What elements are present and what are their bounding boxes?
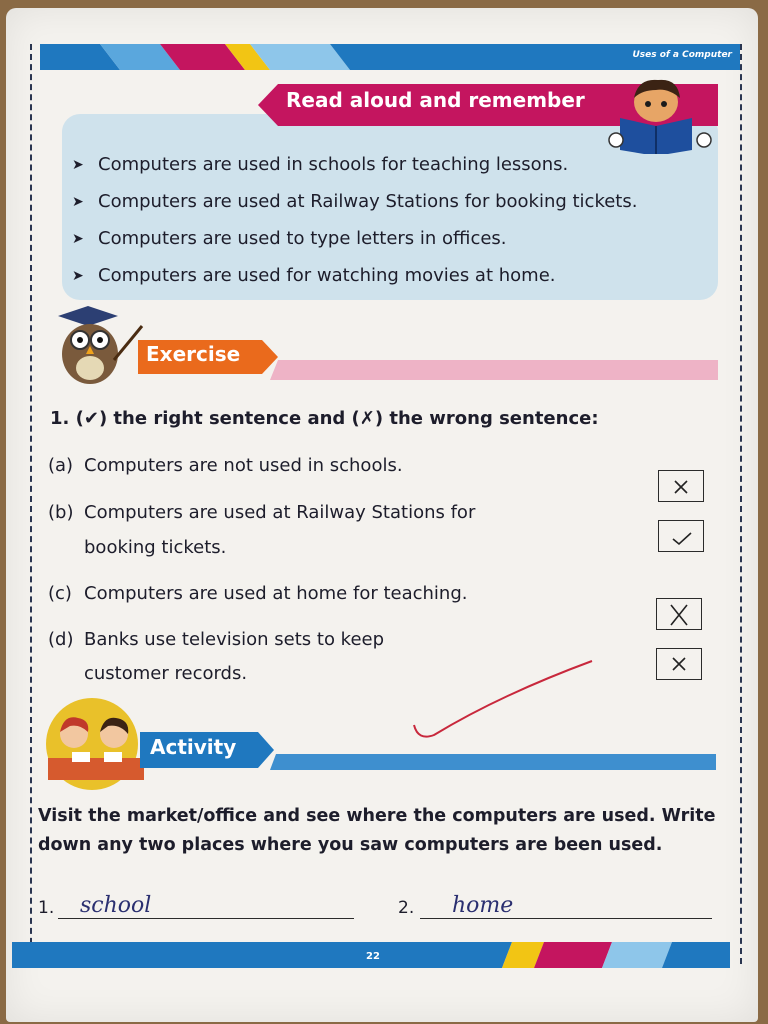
tick-mark-icon	[659, 521, 703, 551]
answer-box-b[interactable]	[658, 520, 704, 552]
arrow-icon: ➤	[72, 193, 84, 210]
cross-mark-icon	[659, 471, 703, 501]
answer-1-handwriting: school	[80, 893, 152, 918]
exercise-item-d-continued: customer records.	[84, 663, 248, 684]
arrow-icon: ➤	[72, 230, 84, 247]
children-illustration	[44, 694, 148, 790]
answer-2-handwriting: home	[452, 893, 514, 918]
answer-box-c[interactable]	[656, 598, 702, 630]
arrow-icon: ➤	[72, 267, 84, 284]
answer-box-a[interactable]	[658, 470, 704, 502]
list-item: ➤ Computers are used in schools for teaching lessons.	[72, 154, 569, 175]
chapter-title: Uses of a Computer	[632, 50, 732, 60]
cross-mark-icon	[657, 599, 701, 629]
activity-title: Activity	[150, 735, 237, 759]
exercise-item-b: (b) Computers are used at Railway Stations for	[48, 502, 476, 523]
exercise-question: 1. (✔) the right sentence and (✗) the wrong sentence:	[50, 408, 599, 429]
answer-1-number: 1.	[38, 898, 55, 918]
exercise-item-b-continued: booking tickets.	[84, 537, 227, 558]
page-number: 22	[366, 951, 380, 962]
list-item: ➤ Computers are used for watching movies at home.	[72, 265, 556, 286]
exercise-item-a: (a) Computers are not used in schools.	[48, 455, 403, 476]
answer-box-d[interactable]	[656, 648, 702, 680]
exercise-item-c: (c) Computers are used at home for teaching.	[48, 583, 468, 604]
exercise-title: Exercise	[146, 342, 241, 366]
activity-instructions: Visit the market/office and see where the computers are used. Write down any two places where you saw computers are been used.	[38, 806, 716, 855]
read-aloud-list	[72, 146, 637, 294]
read-aloud-title: Read aloud and remember	[286, 88, 585, 112]
list-item: ➤ Computers are used to type letters in offices.	[72, 228, 507, 249]
exercise-item-d: (d) Banks use television sets to keep	[48, 629, 385, 650]
owl-teacher-illustration	[52, 306, 148, 396]
reading-boy-illustration	[606, 78, 714, 154]
arrow-icon: ➤	[72, 156, 84, 173]
cross-mark-icon	[657, 649, 701, 679]
list-item: ➤ Computers are used at Railway Stations for booking tickets.	[72, 191, 638, 212]
answer-2-number: 2.	[398, 898, 415, 918]
